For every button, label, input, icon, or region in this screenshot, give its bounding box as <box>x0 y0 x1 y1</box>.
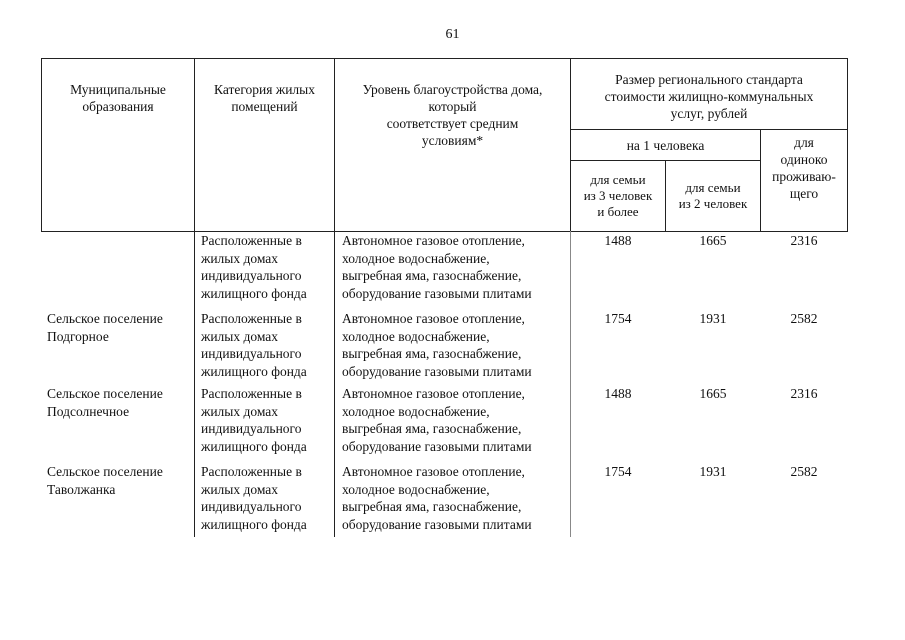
level-cell: Автономное газовое отопление, холодное водоснабжение, выгребная яма, газоснабжение, оборудование газовыми плитами <box>342 311 532 379</box>
single-value: 2582 <box>790 311 818 326</box>
municipality-cell: Сельское поселение Подгорное <box>47 311 163 344</box>
column-divider <box>194 231 195 537</box>
family2-value: 1665 <box>699 386 727 401</box>
column-divider <box>570 231 571 537</box>
family3-value: 1488 <box>604 233 632 248</box>
header-family3-text: для семьи из 3 человек и более <box>583 172 653 219</box>
header-per-person-text: на 1 человека <box>626 137 705 153</box>
header-municipality <box>41 58 195 232</box>
family2-value: 1931 <box>699 464 727 479</box>
header-level <box>334 58 571 232</box>
category-cell: Расположенные в жилых домах индивидуального жилищного фонда <box>201 386 307 454</box>
level-cell: Автономное газовое отопление, холодное водоснабжение, выгребная яма, газоснабжение, оборудование газовыми плитами <box>342 233 532 301</box>
header-municipality-text: Муниципальные образования <box>70 82 166 114</box>
header-single-text: для одиноко проживаю- щего <box>772 135 836 201</box>
family3-value: 1754 <box>604 464 632 479</box>
municipality-cell: Сельское поселение Подсолнечное <box>47 386 163 419</box>
single-value: 2316 <box>790 233 818 248</box>
family2-value: 1931 <box>699 311 727 326</box>
header-category <box>194 58 335 232</box>
header-family2 <box>665 160 761 232</box>
column-divider <box>334 231 335 537</box>
header-per-person <box>570 129 761 161</box>
page-number: 61 <box>445 27 460 42</box>
family2-value: 1665 <box>699 233 727 248</box>
family3-value: 1488 <box>604 386 632 401</box>
level-cell: Автономное газовое отопление, холодное водоснабжение, выгребная яма, газоснабжение, оборудование газовыми плитами <box>342 464 532 532</box>
header-standard <box>570 58 848 130</box>
level-cell: Автономное газовое отопление, холодное водоснабжение, выгребная яма, газоснабжение, оборудование газовыми плитами <box>342 386 532 454</box>
category-cell: Расположенные в жилых домах индивидуального жилищного фонда <box>201 311 307 379</box>
single-value: 2582 <box>790 464 818 479</box>
header-level-text: Уровень благоустройства дома, который соответствует средним условиям* <box>362 82 543 148</box>
category-cell: Расположенные в жилых домах индивидуального жилищного фонда <box>201 464 307 532</box>
family3-value: 1754 <box>604 311 632 326</box>
single-value: 2316 <box>790 386 818 401</box>
header-single <box>760 129 848 232</box>
header-standard-text: Размер регионального стандарта стоимости жилищно-коммунальных услуг, рублей <box>604 72 814 121</box>
municipality-cell: Сельское поселение Таволжанка <box>47 464 163 497</box>
header-category-text: Категория жилых помещений <box>214 82 315 114</box>
header-family3 <box>570 160 666 232</box>
header-family2-text: для семьи из 2 человек <box>678 180 748 211</box>
category-cell: Расположенные в жилых домах индивидуального жилищного фонда <box>201 233 307 301</box>
